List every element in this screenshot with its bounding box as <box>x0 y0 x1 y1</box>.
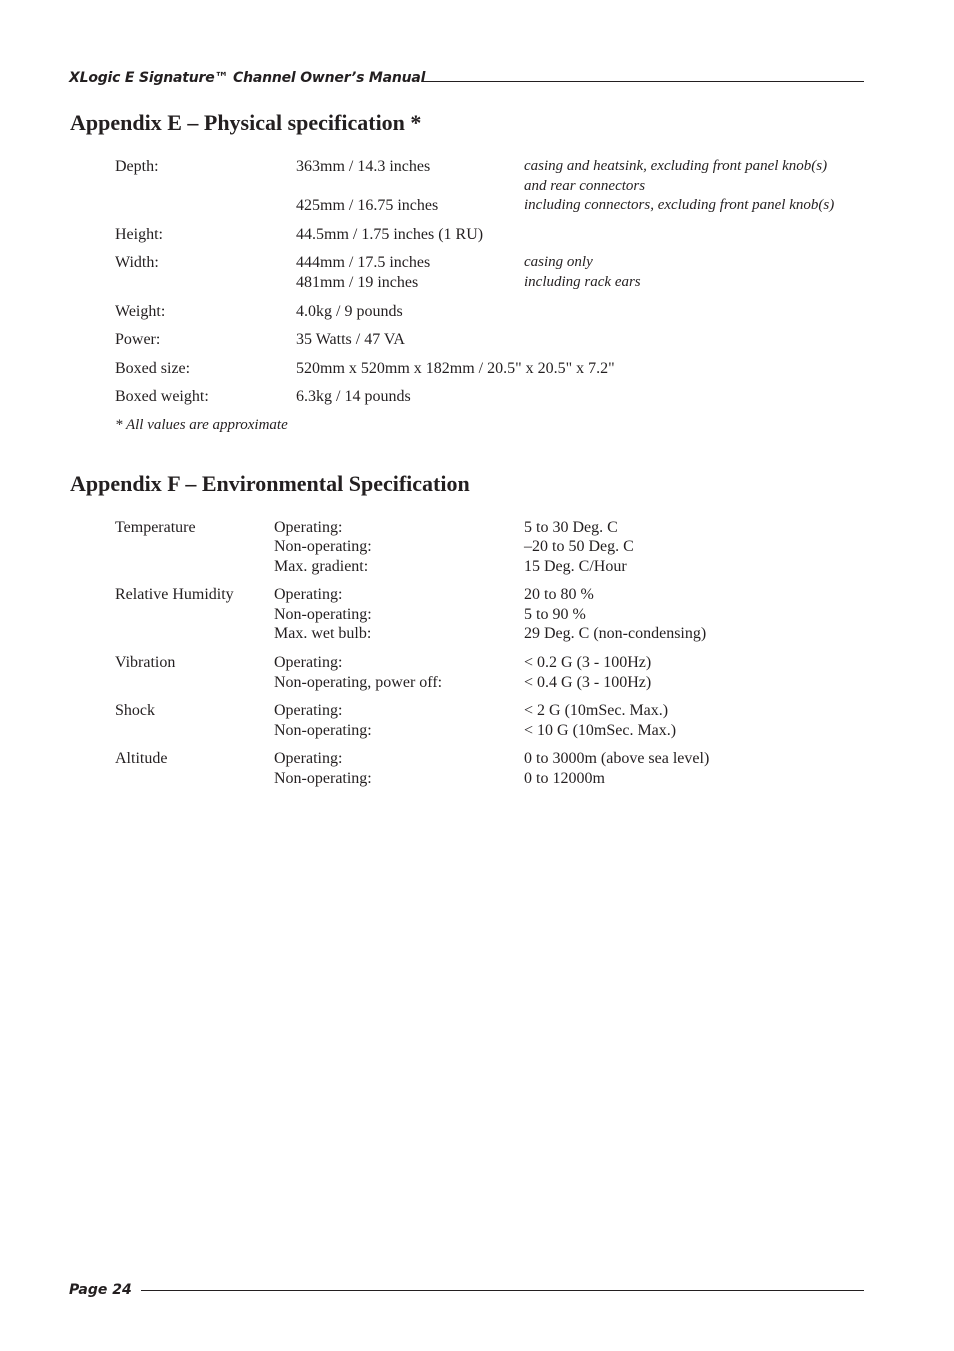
spec-note: including connectors, excluding front panel knob(s) <box>524 197 835 213</box>
env-condition: Operating: <box>274 519 343 536</box>
spec-value: 6.3kg / 14 pounds <box>296 388 411 405</box>
spec-value: 481mm / 19 inches <box>296 274 419 291</box>
appendix-f-heading: Appendix F – Environmental Specification <box>70 471 470 496</box>
env-condition: Operating: <box>274 750 343 767</box>
spec-value: 44.5mm / 1.75 inches (1 RU) <box>296 226 484 243</box>
env-condition: Max. wet bulb: <box>274 625 372 642</box>
env-value: 5 to 90 % <box>524 606 586 623</box>
header-rule <box>423 81 864 82</box>
env-condition: Max. gradient: <box>274 558 369 575</box>
spec-note: and rear connectors <box>524 178 646 194</box>
spec-value: 4.0kg / 9 pounds <box>296 303 403 320</box>
env-value: < 0.4 G (3 - 100Hz) <box>524 674 652 691</box>
env-value: 29 Deg. C (non-condensing) <box>524 625 707 642</box>
env-category: Altitude <box>115 750 168 767</box>
env-condition: Non-operating, power off: <box>274 674 443 691</box>
spec-label: Width: <box>115 254 159 271</box>
spec-value: 520mm x 520mm x 182mm / 20.5" x 20.5" x 7.2" <box>296 360 615 377</box>
spec-label: Depth: <box>115 158 159 175</box>
page-number: Page 24 <box>69 1282 132 1298</box>
running-footer <box>69 1280 864 1302</box>
spec-value: 444mm / 17.5 inches <box>296 254 431 271</box>
spec-value: 35 Watts / 47 VA <box>296 331 405 348</box>
spec-note: casing and heatsink, excluding front panel knob(s) <box>524 158 828 174</box>
env-condition: Operating: <box>274 586 343 603</box>
env-category: Vibration <box>115 654 176 671</box>
spec-label: Height: <box>115 226 163 243</box>
approximate-values-footnote: * All values are approximate <box>115 417 288 433</box>
spec-label: Boxed weight: <box>115 388 209 405</box>
env-category: Temperature <box>115 519 196 536</box>
env-condition: Non-operating: <box>274 770 372 787</box>
spec-note: casing only <box>524 254 593 270</box>
spec-value: 425mm / 16.75 inches <box>296 197 439 214</box>
env-value: –20 to 50 Deg. C <box>524 538 634 555</box>
footer-rule <box>141 1290 864 1291</box>
running-title: XLogic E Signature™ Channel Owner’s Manual <box>69 70 426 86</box>
env-value: < 10 G (10mSec. Max.) <box>524 722 677 739</box>
env-condition: Operating: <box>274 702 343 719</box>
env-category: Shock <box>115 702 155 719</box>
spec-label: Power: <box>115 331 161 348</box>
env-condition: Non-operating: <box>274 538 372 555</box>
env-condition: Operating: <box>274 654 343 671</box>
env-category: Relative Humidity <box>115 586 234 603</box>
spec-value: 363mm / 14.3 inches <box>296 158 431 175</box>
env-condition: Non-operating: <box>274 606 372 623</box>
env-value: 0 to 3000m (above sea level) <box>524 750 710 767</box>
spec-label: Weight: <box>115 303 166 320</box>
env-value: 20 to 80 % <box>524 586 594 603</box>
env-value: 15 Deg. C/Hour <box>524 558 627 575</box>
env-value: < 2 G (10mSec. Max.) <box>524 702 669 719</box>
env-condition: Non-operating: <box>274 722 372 739</box>
spec-label: Boxed size: <box>115 360 191 377</box>
running-header <box>69 68 864 90</box>
env-value: 5 to 30 Deg. C <box>524 519 618 536</box>
env-value: < 0.2 G (3 - 100Hz) <box>524 654 652 671</box>
spec-note: including rack ears <box>524 274 641 290</box>
env-value: 0 to 12000m <box>524 770 605 787</box>
appendix-e-heading: Appendix E – Physical specification * <box>70 110 422 135</box>
